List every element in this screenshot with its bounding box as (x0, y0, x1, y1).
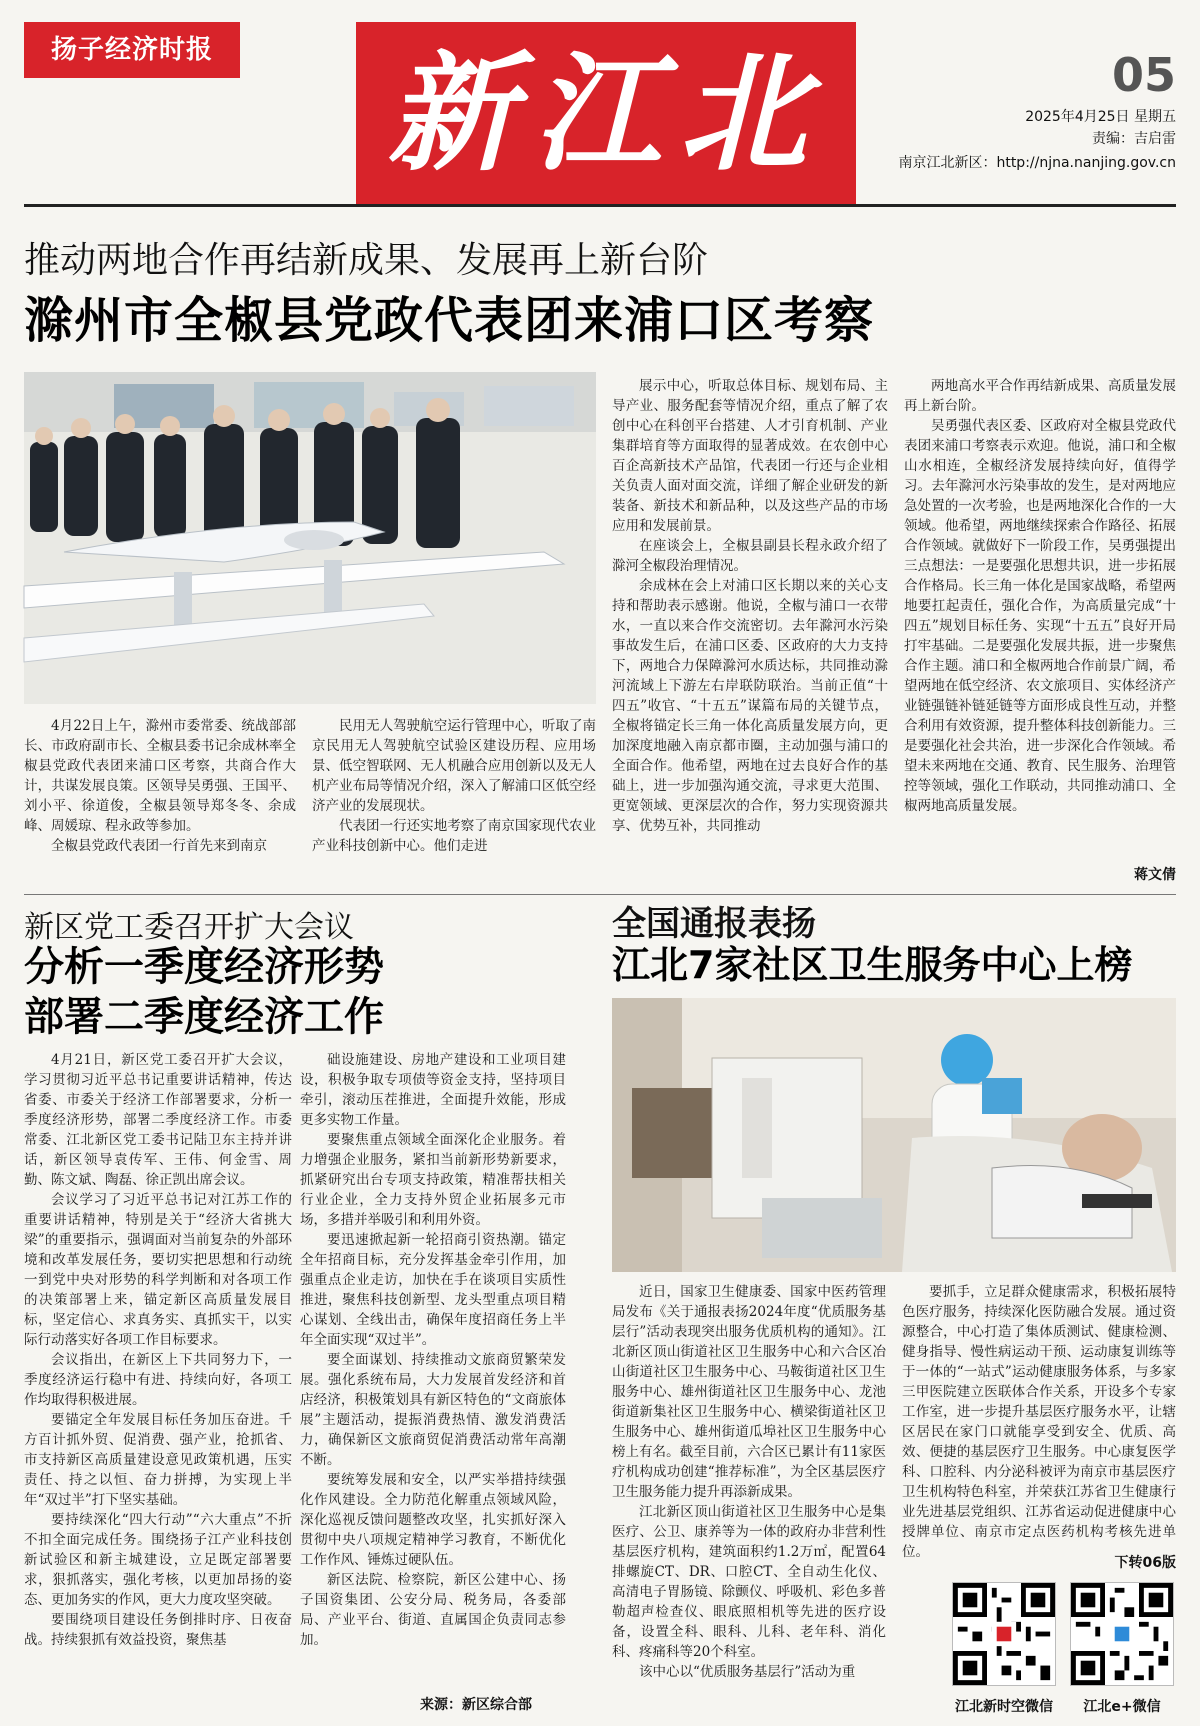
article3-kicker: 全国通报表扬 (612, 904, 816, 944)
qr-code-icon (1071, 1583, 1173, 1685)
paragraph: 展示中心，听取总体目标、规划布局、主导产业、服务配套等情况介绍，重点了解了农创中心在科创平台搭建、人才引育机制、产业集群培育等方面取得的显著成效。在农创中心百企高新技术产品馆，代表团一行还与企业相关负责人面对面交流，详细了解企业研发的新装备、新技术和新品种，以及这些产品的市场应用和发展前景。 (612, 378, 888, 534)
paragraph: 4月21日，新区党工委召开扩大会议，学习贯彻习近平总书记重要讲话精神，传达省委、市委关于经济工作部署要求，分析一季度经济形势，部署二季度经济工作。市委常委、江北新区党工委书记陆卫东主持并讲话，新区领导袁传军、王伟、何金雪、周勤、陈文斌、陶磊、徐正凯出席会议。 (24, 1052, 292, 1188)
page-number: 05 (1111, 48, 1176, 102)
editor-credit: 责编：吉启雷 (1092, 131, 1176, 147)
paragraph: 4月22日上午，滁州市委常委、统战部部长、市政府副市长、全椒县委书记余成林率全椒县党政代表团来浦口区考察，共商合作大计，共谋发展良策。区领导吴勇强、王国平、刘小平、徐道俊，全椒县领导郑冬冬、余成峰、周媛琼、程永政等参加。 (24, 718, 296, 834)
paragraph: 近日，国家卫生健康委、国家中医药管理局发布《关于通报表扬2024年度“优质服务基层行”活动表现突出服务优质机构的通知》。江北新区顶山街道社区卫生服务中心和六合区冶山街道社区卫生服务中心、马鞍街道社区卫生服务中心、雄州街道社区卫生服务中心、龙池街道新集社区卫生服务中心、横梁街道社区卫生服务中心、雄州街道瓜埠社区卫生服务中心榜上有名。截至目前，六合区已累计有11家医疗机构成功创建“推荐标准”，为全区基层医疗卫生服务能力提升再添新成果。 (612, 1284, 886, 1500)
article1-photo (24, 372, 596, 704)
article2-column-2 (300, 1050, 566, 1686)
paragraph: 吴勇强代表区委、区政府对全椒县党政代表团来浦口考察表示欢迎。他说，浦口和全椒山水相连，全椒经济发展持续向好，值得学习。去年滁河水污染事故的发生，是对两地应急处置的一次考验，也是两地深化合作的一大领域。他希望，两地继续探索合作路径、拓展合作领域。就做好下一阶段工作，吴勇强提出三点想法：一是要强化思想共识，进一步拓展合作格局。长三角一体化是国家战略，希望两地要扛起责任，强化合作，为高质量完成“十四五”规划目标任务、实现“十五五”良好开局打牢基础。二是要强化发展共振，进一步聚焦合作主题。浦口和全椒两地合作前景广阔，希望两地在低空经济、农文旅项目、实体经济产业链强链补链延链等方面形成良性互动，并整合利用有效资源，提升整体科技创新能力。三是要强化社会共治，进一步深化合作领域。希望未来两地在交通、教育、民生服务、治理管控等领域，强化工作联动，共同推动浦口、全椒两地高质量发展。 (904, 418, 1176, 814)
qr-code-1[interactable] (952, 1582, 1056, 1686)
article1-column-3 (612, 376, 888, 886)
page-header (0, 0, 1200, 210)
drone-exhibition-photo (24, 372, 596, 704)
paragraph: 该中心以“优质服务基层行”活动为重 (639, 1664, 856, 1680)
paragraph: 会议指出，在新区上下共同努力下，一季度经济运行稳中有进、持续向好，各项工作均取得积极进展。 (24, 1352, 292, 1408)
article2-column-1 (24, 1050, 292, 1718)
article3-column-2 (902, 1282, 1176, 1560)
masthead-title: 新江北 (356, 22, 856, 206)
paragraph: 会议学习了习近平总书记对江苏工作的重要讲话精神，特别是关于“经济大省挑大梁”的重要指示，强调面对当前复杂的外部环境和改革发展任务，要切实把思想和行动统一到党中央对形势的科学判断和对各项工作的决策部署上来，锚定新区高质量发展目标，坚定信心、求真务实、真抓实干，以实际行动落实好各项工作目标要求。 (24, 1192, 292, 1348)
paragraph: 民用无人驾驶航空运行管理中心，听取了南京民用无人驾驶航空试验区建设历程、应用场景、低空智联网、无人机融合应用创新以及无人机产业布局等情况介绍，深入了解浦口区低空经济产业的发展现状。 (312, 718, 596, 814)
article1-column-2 (312, 716, 596, 886)
dental-clinic-photo (612, 998, 1176, 1272)
article2-kicker: 新区党工委召开扩大会议 (24, 910, 354, 945)
article1-column-4 (904, 376, 1176, 862)
paragraph: 余成林在会上对浦口区长期以来的关心支持和帮助表示感谢。他说，全椒与浦口一衣带水，一直以来合作交流密切。去年滁河水污染事故发生后，在浦口区委、区政府的大力支持下，两地合力保障滁河水质达标，共同推动滁河流域上下游左右岸联防联治。当前正值“十四五”收官、“十五五”谋篇布局的关键节点，全椒将锚定长三角一体化高质量发展方向，更加深度地融入南京都市圈，主动加强与浦口的全面合作。他希望，两地在过去良好合作的基础上，进一步加强沟通交流，寻求更大范围、更宽领域、更深层次的合作，努力实现资源共享、优势互补，共同推动 (612, 578, 888, 834)
paragraph: 要持续深化“四大行动”“六大重点”不折不扣全面完成任务。围绕扬子江产业科技创新试验区和新主城建设，立足既定部署要求，狠抓落实，强化考核，以更加昂扬的姿态、更加务实的作风，更大力度攻坚突破。 (24, 1512, 292, 1608)
qr-code-1-label: 江北新时空微信 (955, 1699, 1053, 1715)
article3-column-1 (612, 1282, 886, 1718)
qr-code-icon (953, 1583, 1055, 1685)
paragraph: 江北新区顶山街道社区卫生服务中心是集医疗、公卫、康养等为一体的政府办非营利性基层医疗机构，建筑面积约1.2万㎡，配置64排螺旋CT、DR、口腔CT、全自动生化仪、高清电子胃肠镜、除颤仪、呼吸机、彩色多普勒超声检查仪、眼底照相机等先进的医疗设备，设置全科、眼科、儿科、老年科、消化科、疼痛科等20个科室。 (612, 1504, 886, 1660)
paragraph: 要统筹发展和安全，以严实举措持续强化作风建设。全力防范化解重点领域风险，深化巡视反馈问题整改攻坚，扎实抓好深入贯彻中央八项规定精神学习教育，不断优化工作作风、锤炼过硬队伍。 (300, 1472, 566, 1568)
paragraph: 两地高水平合作再结新成果、高质量发展再上新台阶。 (904, 378, 1176, 414)
article2-source: 来源：新区综合部 (420, 1697, 532, 1713)
paragraph: 要聚焦重点领域全面深化企业服务。着力增强企业服务，紧扣当前新形势新要求，抓紧研究出台专项支持政策，精准帮扶相关行业企业，全力支持外贸企业拓展多元市场，多措并举吸引和利用外资。 (300, 1132, 566, 1228)
paragraph: 在座谈会上，全椒县副县长程永政介绍了滁河全椒段治理情况。 (612, 538, 888, 574)
qr-code-2[interactable] (1070, 1582, 1174, 1686)
continued-notice: 下转06版 (1114, 1555, 1176, 1571)
paragraph: 代表团一行还实地考察了南京国家现代农业产业科技创新中心。他们走进 (312, 818, 596, 854)
paragraph: 全椒县党政代表团一行首先来到南京 (51, 838, 267, 854)
issue-date: 2025年4月25日 星期五 (1025, 109, 1176, 125)
paragraph: 要迅速掀起新一轮招商引资热潮。锚定全年招商目标，充分发挥基金牵引作用，加强重点企业走访，加快在手在谈项目实质性推进，聚焦科技创新型、龙头型重点项目精心谋划、全线出击，确保年度招商任务上半年全面实现“双过半”。 (300, 1232, 566, 1348)
section-divider (24, 894, 1176, 895)
newspaper-brand-logo: 扬子经济时报 (24, 22, 240, 78)
paragraph: 要全面谋划、持续推动文旅商贸繁荣发展。强化系统布局，大力发展首发经济和首店经济，积极策划具有新区特色的“文商旅体展”主题活动，提振消费热情、激发消费活力，确保新区文旅商贸促消费活动常年高潮不断。 (300, 1352, 566, 1468)
article3-photo (612, 998, 1176, 1272)
article3-headline: 江北7家社区卫生服务中心上榜 (612, 943, 1133, 987)
article2-headline-line2: 部署二季度经济工作 (24, 994, 384, 1040)
header-divider (24, 204, 1176, 207)
paragraph: 础设施建设、房地产建设和工业项目建设，积极争取专项债等资金支持，坚持项目牵引，滚动压茬推进，全面提升效能，形成更多实物工作量。 (300, 1052, 566, 1128)
article1-kicker: 推动两地合作再结新成果、发展再上新台阶 (24, 240, 709, 281)
article1-column-1 (24, 716, 296, 886)
paragraph: 新区法院、检察院，新区公建中心、扬子国资集团、公安分局、税务局，各委部局、产业平台、街道、直属国企负责同志参加。 (300, 1572, 566, 1648)
paragraph: 要围绕项目建设任务倒排时序、日夜奋战。持续狠抓有效益投资，聚焦基 (24, 1612, 292, 1648)
website-link[interactable]: 南京江北新区：http://njna.nanjing.gov.cn (898, 155, 1176, 171)
article2-headline-line1: 分析一季度经济形势 (24, 944, 384, 990)
qr-code-2-label: 江北e+微信 (1083, 1699, 1161, 1715)
paragraph: 要抓手，立足群众健康需求，积极拓展特色医疗服务，持续深化医防融合发展。通过资源整合，中心打造了集体质测试、健康检测、健身指导、慢性病运动干预、运动康复训练等于一体的“一站式”运动健康服务体系，与多家三甲医院建立医联体合作关系，开设多个专家工作室，进一步提升基层医疗服务水平，让辖区居民在家门口就能享受到安全、优质、高效、便捷的基层医疗卫生服务。中心康复医学科、口腔科、内分泌科被评为南京市基层医疗卫生机构特色科室，并荣获江苏省卫生健康行业先进基层党组织、江苏省运动促进健康中心授牌单位、南京市定点医药机构考核先进单位。 (902, 1284, 1176, 1560)
article1-headline: 滁州市全椒县党政代表团来浦口区考察 (24, 292, 875, 349)
paragraph: 要锚定全年发展目标任务加压奋进。千方百计抓外贸、促消费、强产业，抢抓省、市支持新区高质量建设意见政策机遇，压实责任、持之以恒、奋力拼搏，为实现上半年“双过半”打下坚实基础。 (24, 1412, 292, 1508)
article1-author: 蒋文倩 (1134, 867, 1176, 883)
